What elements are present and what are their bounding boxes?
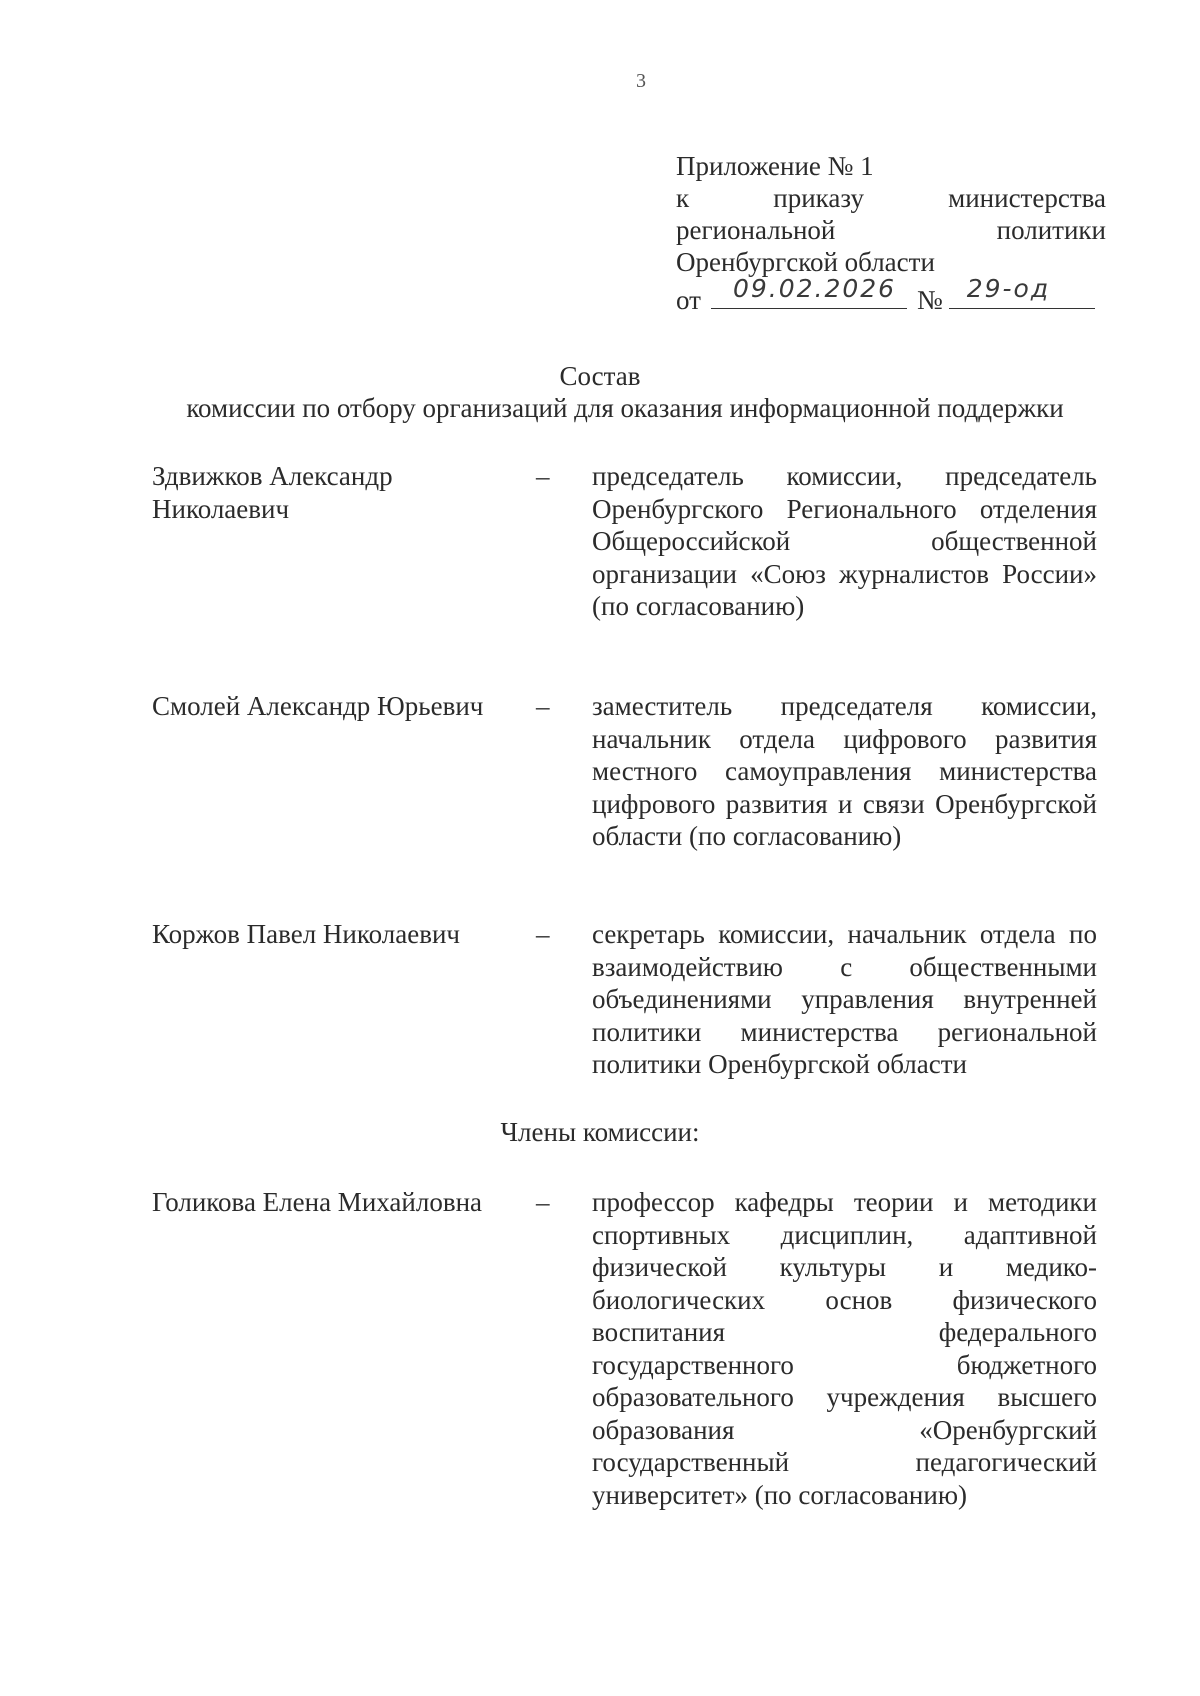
dash-separator: – [536,461,550,491]
number-handwritten: 29-од [966,274,1051,303]
dash-separator: – [536,1187,550,1217]
appendix-title: Приложение № 1 [676,151,874,181]
date-field [711,274,907,309]
member-name: Здвижков Александр Николаевич [152,461,393,524]
date-prefix: от [676,285,701,315]
dash-separator: – [536,919,550,949]
appendix-date-line [676,274,1106,316]
member-name: Смолей Александр Юрьевич [152,691,484,721]
appendix-region: Оренбургской области [676,247,935,277]
appendix-order-reference: к приказу министерства региональной политики [676,183,1106,245]
document-title: Состав [559,361,641,391]
date-handwritten: 09.02.2026 [732,274,897,303]
number-prefix: № [916,285,943,315]
member-name: Коржов Павел Николаевич [152,919,460,949]
members-heading: Члены комиссии: [500,1117,700,1147]
member-name: Голикова Елена Михайловна [152,1187,482,1217]
number-field [949,274,1095,309]
member-role: профессор кафедры теории и методики спортивных дисциплин, адаптивной физической культуры и медико-биологических основ физического воспитания федерального государственного бюджетного образовательного учреждения высшего образования «Оренбургский государственный педагогический университет» (по согласованию) [592,1187,1097,1510]
member-role: председатель комиссии, председатель Оренбургского Регионального отделения Общероссийской общественной организации «Союз журналистов России» (по согласованию) [592,461,1097,621]
dash-separator: – [536,691,550,721]
member-role: заместитель председателя комиссии, начальник отдела цифрового развития местного самоуправления министерства цифрового развития и связи Оренбургской области (по согласованию) [592,691,1097,851]
member-role: секретарь комиссии, начальник отдела по взаимодействию с общественными объединениями управления внутренней политики министерства региональной политики Оренбургской области [592,919,1097,1079]
appendix-block [676,150,1106,316]
page-number: 3 [636,70,646,92]
document-subtitle: комиссии по отбору организаций для оказания информационной поддержки [186,393,1064,423]
